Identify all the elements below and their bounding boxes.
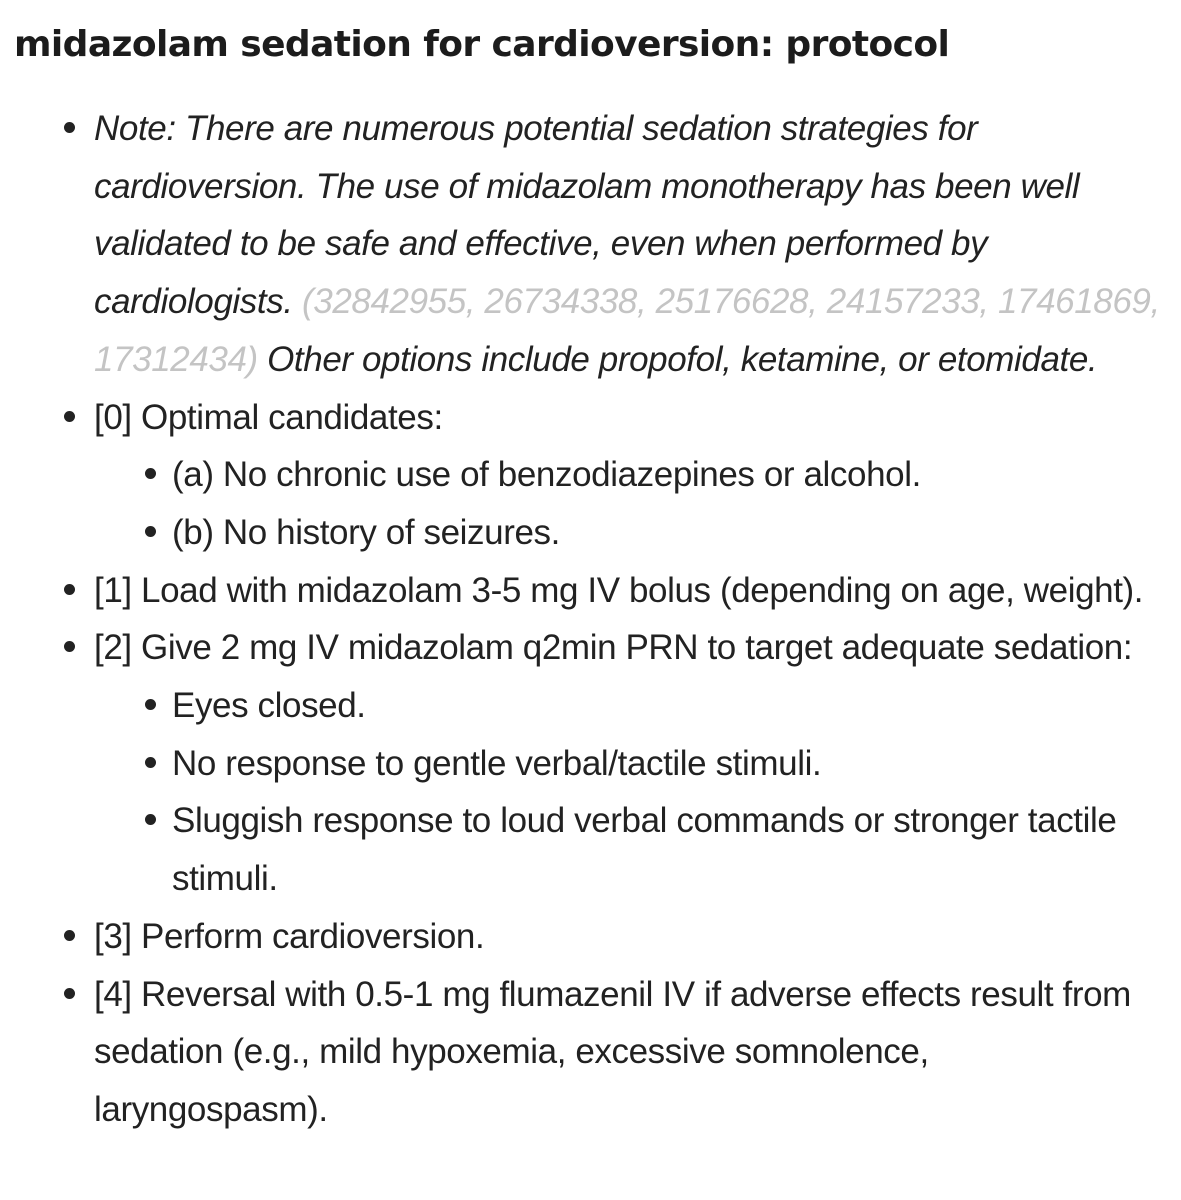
sub-list-item <box>0 735 1181 793</box>
bullet-icon <box>64 930 75 941</box>
list-item-step-1 <box>0 562 1181 620</box>
step-label: [3] Perform cardioversion. <box>94 916 485 956</box>
sub-item-text: (b) No history of seizures. <box>172 512 560 552</box>
bullet-icon <box>145 699 156 710</box>
bullet-icon <box>145 814 156 825</box>
step-label: [2] Give 2 mg IV midazolam q2min PRN to target adequate sedation: <box>94 628 1133 668</box>
protocol-list <box>0 100 1181 1139</box>
sub-item-text: Sluggish response to loud verbal commands or stronger tactile stimuli. <box>172 801 1117 899</box>
sub-list-item <box>0 677 1181 735</box>
page-title: midazolam sedation for cardioversion: protocol <box>14 24 950 65</box>
sub-list-item <box>0 792 1181 907</box>
sub-list-item <box>0 446 1181 504</box>
step-label: [1] Load with midazolam 3-5 mg IV bolus (depending on age, weight). <box>94 570 1144 610</box>
bullet-icon <box>64 641 75 652</box>
step-label: [0] Optimal candidates: <box>94 397 443 437</box>
note-item <box>0 100 1181 389</box>
bullet-icon <box>64 584 75 595</box>
list-item-step-0 <box>0 389 1181 562</box>
list-item-step-4 <box>0 966 1181 1139</box>
bullet-icon <box>145 757 156 768</box>
bullet-icon <box>145 526 156 537</box>
sub-list <box>0 446 1181 561</box>
sub-list-item <box>0 504 1181 562</box>
sub-item-text: (a) No chronic use of benzodiazepines or alcohol. <box>172 455 921 495</box>
bullet-icon <box>64 122 75 133</box>
note-text-options: Other options include propofol, ketamine, or etomidate. <box>267 339 1098 379</box>
note-text: Note: There are numerous potential sedation strategies for cardioversion. The use of midazolam monotherapy has been well validated to be safe and effective, even when performed by cardiologists. <box>94 109 1080 322</box>
list-item-step-3 <box>0 908 1181 966</box>
citation-pmids[interactable]: (32842955, 26734338, 25176628, 24157233, 17461869, 17312434) <box>94 282 1160 379</box>
bullet-icon <box>64 411 75 422</box>
bullet-icon <box>64 988 75 999</box>
sub-list <box>0 677 1181 908</box>
sub-item-text: Eyes closed. <box>172 686 366 726</box>
sub-item-text: No response to gentle verbal/tactile stimuli. <box>172 743 822 783</box>
step-label: [4] Reversal with 0.5-1 mg flumazenil IV if adverse effects result from sedation (e.g., mild hypoxemia, excessive somnolence, laryngospasm). <box>94 974 1131 1129</box>
bullet-icon <box>145 468 156 479</box>
list-item-step-2 <box>0 619 1181 908</box>
